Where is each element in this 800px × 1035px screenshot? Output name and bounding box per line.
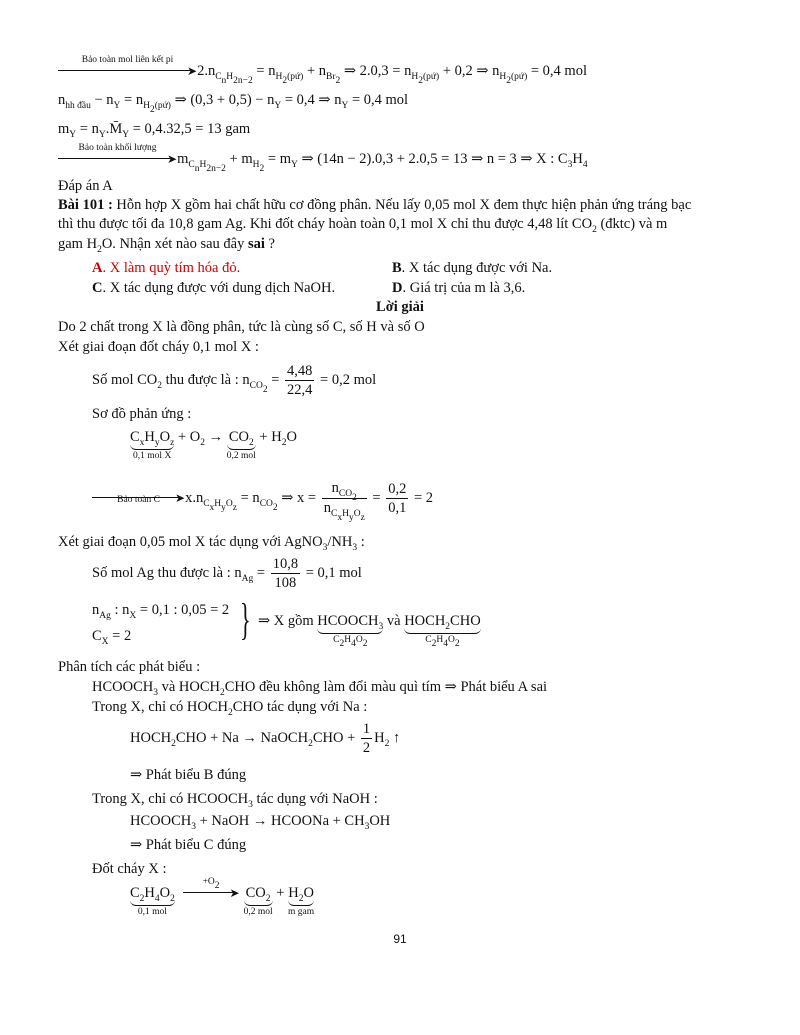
ag-moles-line (92, 555, 362, 592)
mass-conservation-line (58, 143, 588, 174)
underbrace: $HOCH_2CHO$ $C_2H_4O_2$ (404, 613, 481, 649)
equation: + (272, 885, 289, 901)
co2-moles-line (92, 362, 376, 399)
page-number: 91 (393, 932, 407, 946)
statement-line: ⇒ Phát biểu B đúng (130, 767, 247, 783)
scheme-title: Sơ đồ phản ứng : (92, 406, 192, 422)
fraction: $\frac{0,2}{0,1}$ (388, 481, 407, 517)
fraction: $\frac{10,8}{108}$ (272, 556, 299, 592)
reaction-arrow: Bảo toàn khối lượng ➤ (58, 150, 177, 168)
option-a (92, 259, 240, 277)
solution-paragraph: Do 2 chất trong X là đồng phân, tức là cùng số C, số H và số O (58, 319, 425, 335)
question-line-1 (58, 196, 691, 214)
mass-y-line: $m_Y$ = $n_Y.M̄_Y = 0,4.32,5 = 13$ gam (58, 121, 251, 140)
option-c (92, 279, 335, 297)
arrow-label: Bảo toàn khối lượng (78, 143, 157, 153)
equation: $x.n_{C_xH_yO_z} = n_{CO_2}$ ⇒ x = (185, 490, 317, 513)
option-text: . X tác dụng được với Na. (401, 260, 553, 276)
equation: = 0,2 mol (320, 372, 377, 388)
equation: = (372, 490, 381, 506)
reaction-arrow: $+O_2$ ➤ (183, 884, 240, 902)
arrow-label: $+O_2$ (202, 877, 220, 891)
option-key: C (92, 280, 103, 296)
underbrace: $H_2O$ m gam (288, 885, 315, 917)
question-line-3 (58, 235, 275, 253)
equation: và (383, 613, 405, 629)
underbrace: $CO_2$ 0,2 mol (243, 885, 273, 917)
solution-paragraph: Phân tích các phát biểu : (58, 659, 201, 675)
option-text: . X tác dụng được với dung dịch NaOH. (102, 280, 336, 296)
carbon-count-line: $C_X = 2$ (92, 628, 132, 647)
question-text: Hỗn hợp X gồm hai chất hữu cơ đồng phân. Nếu lấy 0,05 mol X đem thực hiện phản ứng tráng bạc (112, 197, 692, 213)
equation: $2.n_{C_nH_{2n-2}} = n_{H_2(pứ)} + n_{Br_2}$ ⇒ $2.0,3 = n_{H_2(pứ)} + 0,2$ ⇒ $n_{H_2(pứ)} = 0,4$ mol (197, 63, 587, 86)
mol-balance-line: $n_{hh đầu} - n_Y = n_{H_2(pứ)}$ ⇒ $(0,3 + 0,5) - n_Y = 0,4$ ⇒ $n_Y = 0,4$ mol (58, 92, 409, 115)
solution-paragraph: Xét giai đoạn 0,05 mol X tác dụng với $AgNO_3/NH_3$ : (58, 534, 365, 553)
equation: Số mol Ag thu được là : $n_{Ag}$ = (92, 565, 266, 584)
statement-line: Trong X, chỉ có $HCOOCH_3$ tác dụng với NaOH : (92, 791, 378, 810)
right-brace: } (240, 595, 251, 644)
question-mark: ? (264, 236, 275, 252)
arrow-label: Bảo toàn C (117, 495, 160, 505)
combustion-scheme (130, 877, 315, 918)
solution-heading: Lời giải (376, 299, 424, 315)
underbrace: $HCOOCH_3$ $C_2H_4O_2$ (317, 613, 384, 649)
equation: $H_2$ ↑ (374, 730, 401, 749)
option-key: D (392, 280, 403, 296)
option-b (392, 259, 552, 277)
equation: ⇒ X gồm (258, 613, 318, 629)
equation: = 0,1 mol (305, 565, 362, 581)
underbrace: $C_xH_yO_z$ 0,1 mol X (130, 429, 175, 461)
option-text: . X làm quỳ tím hóa đỏ. (102, 260, 241, 276)
underbrace: $CO_2$ 0,2 mol (226, 429, 256, 461)
equation: + $H_2O$ (255, 429, 297, 448)
fraction: $\frac{4,48}{22,4}$ (287, 363, 313, 399)
statement-line: ⇒ Phát biểu C đúng (130, 837, 247, 853)
solution-paragraph: Xét giai đoạn đốt cháy 0,1 mol X : (58, 339, 259, 355)
reaction-arrow: Bảo toàn C ➤ (92, 478, 185, 518)
emphasis-word: sai (247, 236, 265, 252)
conservation-pi-line (58, 55, 587, 86)
question-text: gam $H_2O$. Nhận xét nào sau đây (58, 236, 248, 255)
option-d (392, 279, 525, 297)
statement-line: Trong X, chỉ có $HOCH_2CHO$ tác dụng với Na : (92, 699, 368, 718)
na-equation (130, 720, 400, 757)
equation: + $O_2$ → (174, 429, 227, 448)
fraction: $\frac{n_{CO_2}}{n_{C_xH_yO_z}}$ (323, 480, 365, 524)
option-key: A (92, 260, 103, 276)
reaction-scheme (130, 428, 297, 462)
fraction: $\frac{1}{2}$ (362, 721, 371, 757)
option-text: . Giá trị của m là 3,6. (402, 280, 526, 296)
equation: $m_{C_nH_{2n-2}} + m_{H_2} = m_Y$ ⇒ (14n − 2).0,3 + 2.0,5 = 13 ⇒ n = 3 ⇒ X : $C_3H_4$ (177, 151, 588, 174)
previous-answer: Đáp án A (58, 178, 113, 194)
ratio-line: $n_{Ag}$ : $n_X = 0,1$ : 0,05 = 2 (92, 602, 230, 621)
statement-line: Đốt cháy X : (92, 861, 167, 877)
equation: Số mol $CO_2$ thu được là : $n_{CO_2}$ = (92, 372, 280, 395)
underbrace: $C_2H_4O_2$ 0,1 mol (130, 885, 175, 917)
equation: $HOCH_2CHO + Na$ → NaOCH$_2$CHO + (130, 730, 356, 749)
naoh-equation: $HCOOCH_3$ + NaOH → HCOONa + $CH_3OH$ (130, 813, 391, 832)
equation: = 2 (413, 490, 434, 506)
carbon-conservation-line (92, 478, 434, 524)
option-key: B (392, 260, 402, 276)
question-line-2: thì thu được tối đa 10,8 gam Ag. Khi đốt cháy hoàn toàn 0,1 mol X chỉ thu được 4,48 lít $CO_2$ (đktc) và m (58, 216, 668, 235)
question-title: Bài 101 : (58, 197, 113, 213)
arrow-label: Bảo toàn mol liên kết pi (81, 55, 174, 65)
statement-line: $HCOOCH_3$ và $HOCH_2CHO$ đều không làm đổi màu quì tím ⇒ Phát biểu A sai (92, 679, 548, 698)
reaction-arrow: Bảo toàn mol liên kết pi ➤ (58, 62, 197, 80)
conclusion-line (258, 612, 481, 649)
